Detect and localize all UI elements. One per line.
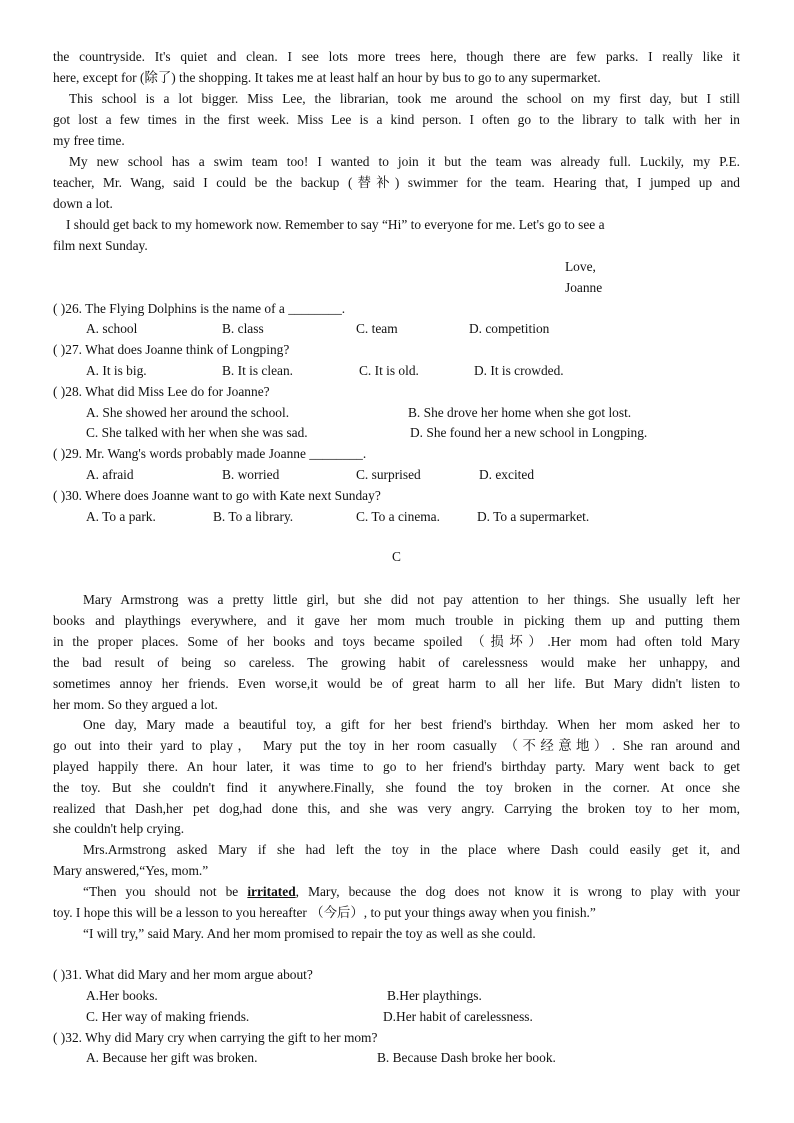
option-32-a[interactable]: A. Because her gift was broken. <box>86 1050 258 1065</box>
passage-c-quote <box>83 884 740 900</box>
option-29-b[interactable]: B. worried <box>222 467 280 482</box>
option-26-a[interactable]: A. school <box>86 321 138 336</box>
passage-c-line-10: the toy. But she couldn't find it anywhere.Finally, she found the toy broken in the corner. At once she <box>53 780 740 795</box>
answer-paren[interactable]: ( ) <box>53 1030 66 1045</box>
question-stem: The Flying Dolphins is the name of a <box>85 301 285 316</box>
passage-b-line-9: I should get back to my homework now. Remember to say “Hi” to everyone for me. Let's go to see a <box>66 217 605 232</box>
option-31-c[interactable]: C. Her way of making friends. <box>86 1009 250 1024</box>
passage-c-line-2: books and playthings everywhere, and it gave her mom much trouble in picking them up and putting them <box>53 613 740 628</box>
highlighted-word: irritated <box>247 884 296 899</box>
passage-c-line-1: Mary Armstrong was a pretty little girl, but she did not pay attention to her things. She usually left her <box>83 592 740 607</box>
question-26 <box>53 301 345 317</box>
option-30-c[interactable]: C. To a cinema. <box>356 509 440 524</box>
question-32 <box>53 1030 377 1046</box>
passage-b-line-4: got lost a few times in the first week. Miss Lee is a kind person. I often go to the library to talk with her in <box>53 112 740 127</box>
option-27-d[interactable]: D. It is crowded. <box>474 363 564 378</box>
option-30-a[interactable]: A. To a park. <box>86 509 156 524</box>
option-31-d[interactable]: D.Her habit of carelessness. <box>383 1009 533 1024</box>
question-28 <box>53 384 270 400</box>
answer-paren[interactable]: ( ) <box>53 301 66 316</box>
answer-paren[interactable]: ( ) <box>53 446 66 461</box>
option-32-b[interactable]: B. Because Dash broke her book. <box>377 1050 556 1065</box>
question-30 <box>53 488 381 504</box>
question-stem: What does Joanne think of Longping? <box>85 342 290 357</box>
quote-end: , Mary, because the dog does not know it is wrong to play with your <box>295 884 740 899</box>
passage-c-line-6: her mom. So they argued a lot. <box>53 697 218 712</box>
answer-paren[interactable]: ( ) <box>53 342 66 357</box>
question-stem: What did Mary and her mom argue about? <box>85 967 313 982</box>
question-stem: What did Miss Lee do for Joanne? <box>85 384 270 399</box>
passage-b-line-3: This school is a lot bigger. Miss Lee, the librarian, took me around the school on my first day, but I still <box>69 91 740 106</box>
question-number: 32. <box>65 1030 83 1045</box>
passage-b-line-10: film next Sunday. <box>53 238 148 253</box>
question-number: 31. <box>65 967 83 982</box>
passage-b-line-2: here, except for (除了) the shopping. It takes me at least half an hour by bus to go to any supermarket. <box>53 70 601 85</box>
passage-c-line-11: realized that Dash,her pet dog,had done this, and she was very angry. Carrying the broken toy to her mom, <box>53 801 740 816</box>
option-28-a[interactable]: A. She showed her around the school. <box>86 405 290 420</box>
letter-closing: Love, <box>565 259 596 274</box>
answer-blank: ________ <box>288 301 342 316</box>
option-28-b[interactable]: B. She drove her home when she got lost. <box>408 405 632 420</box>
option-26-d[interactable]: D. competition <box>469 321 550 336</box>
question-31 <box>53 967 313 983</box>
question-stem: Where does Joanne want to go with Kate next Sunday? <box>85 488 381 503</box>
passage-c-line-5: sometimes annoy her friends. Even worse,it would be of great harm to all her life. But Mary didn't listen to <box>53 676 740 691</box>
passage-b-line-6: My new school has a swim team too! I wanted to join it but the team was already full. Luckily, my P.E. <box>69 154 740 169</box>
question-number: 29. <box>65 446 83 461</box>
option-29-a[interactable]: A. afraid <box>86 467 134 482</box>
option-29-d[interactable]: D. excited <box>479 467 535 482</box>
passage-c-line-7: One day, Mary made a beautiful toy, a gift for her best friend's birthday. When her mom asked her to <box>83 717 740 732</box>
question-29 <box>53 446 366 462</box>
option-31-b[interactable]: B.Her playthings. <box>387 988 482 1003</box>
passage-c-line-8: go out into their yard to play， Mary put the toy in her room casually （不经意地）. She ran around and <box>53 738 740 753</box>
passage-c-line-13: Mrs.Armstrong asked Mary if she had left the toy in the place where Dash could easily get it, and <box>83 842 740 857</box>
passage-b-line-7: teacher, Mr. Wang, said I could be the backup (替补) swimmer for the team. Hearing that, I jumped up and <box>53 175 740 190</box>
question-number: 27. <box>65 342 83 357</box>
option-30-b[interactable]: B. To a library. <box>213 509 294 524</box>
option-27-c[interactable]: C. It is old. <box>359 363 419 378</box>
question-stem: Mr. Wang's words probably made Joanne <box>85 446 306 461</box>
option-26-c[interactable]: C. team <box>356 321 398 336</box>
option-29-c[interactable]: C. surprised <box>356 467 421 482</box>
question-number: 26. <box>65 301 83 316</box>
quote-start: “Then you should not be <box>83 884 239 899</box>
option-27-a[interactable]: A. It is big. <box>86 363 147 378</box>
passage-c-quote-line-2: toy. I hope this will be a lesson to you hereafter （今后）, to put your things away when you finish.” <box>53 905 596 920</box>
passage-b-line-1: the countryside. It's quiet and clean. I see lots more trees here, though there are few parks. I really like it <box>53 49 740 64</box>
option-28-d[interactable]: D. She found her a new school in Longping. <box>410 425 648 440</box>
letter-signature: Joanne <box>565 280 603 295</box>
section-heading: C <box>392 549 401 564</box>
question-end: . <box>341 301 346 316</box>
passage-c-line-4: the bad result of being so careless. The growing habit of carelessness would make her unhappy, and <box>53 655 740 670</box>
answer-paren[interactable]: ( ) <box>53 967 66 982</box>
question-number: 28. <box>65 384 83 399</box>
passage-c-line-9: played happily there. An hour later, it was time to go to her friend's birthday party. Mary went back to get <box>53 759 740 774</box>
option-31-a[interactable]: A.Her books. <box>86 988 158 1003</box>
passage-c-line-12: she couldn't help crying. <box>53 821 185 836</box>
question-end: . <box>362 446 367 461</box>
passage-b-line-8: down a lot. <box>53 196 113 211</box>
answer-paren[interactable]: ( ) <box>53 384 66 399</box>
passage-b-line-5: my free time. <box>53 133 125 148</box>
passage-c-line-14: Mary answered,“Yes, mom.” <box>53 863 209 878</box>
option-26-b[interactable]: B. class <box>222 321 264 336</box>
answer-paren[interactable]: ( ) <box>53 488 66 503</box>
option-27-b[interactable]: B. It is clean. <box>222 363 294 378</box>
question-stem: Why did Mary cry when carrying the gift to her mom? <box>85 1030 378 1045</box>
question-number: 30. <box>65 488 83 503</box>
question-27 <box>53 342 289 358</box>
option-30-d[interactable]: D. To a supermarket. <box>477 509 590 524</box>
passage-c-last-line: “I will try,” said Mary. And her mom promised to repair the toy as well as she could. <box>83 926 536 941</box>
option-28-c[interactable]: C. She talked with her when she was sad. <box>86 425 308 440</box>
passage-c-line-3: in the proper places. Some of her books and toys became spoiled （损坏）.Her mom had often told Mary <box>53 634 740 649</box>
answer-blank: ________ <box>309 446 363 461</box>
